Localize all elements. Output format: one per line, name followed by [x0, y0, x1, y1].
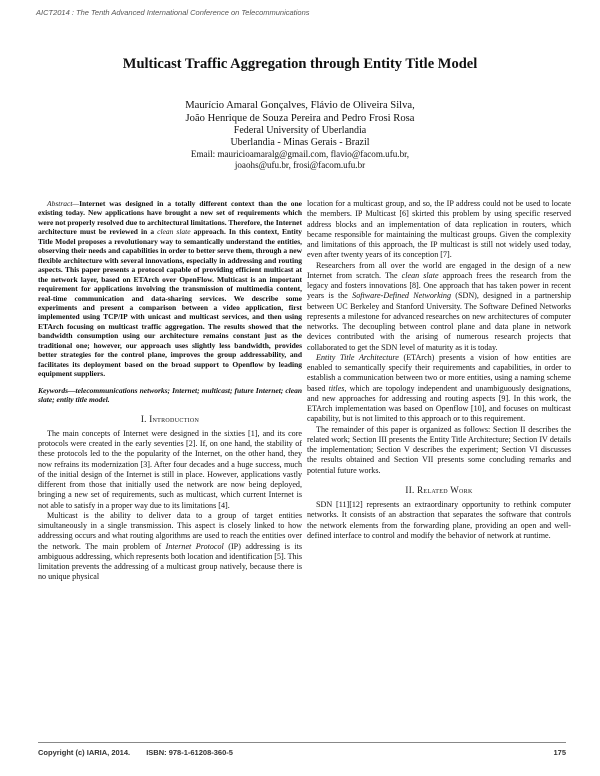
section-heading-related-work: II. Related Work [405, 484, 473, 495]
intro-paragraph-2: Multicast is the ability to deliver data to a group of target entities simultaneously in a single transmission. This aspect is closely linked to how addressing occurs and what routing algorithms are used to reach the entities over the network. The main problem of Internet Protocol (IP) addressing is its ambiguous addressing, which represents both location and identification [5]. This limitation prevents the addressing of a multicast group natively, because there is no unique physical [38, 510, 302, 582]
left-column [38, 199, 302, 583]
intro-paragraph-2-continued: location for a multicast group, and so, the IP address could not be used to locate the members. IP Multicast [6] skirted this problem by using specific reserved address blocks and an implementation of data replication in routers, which became responsible for maintaining the multicast groups. Given the complexity and limitations of this approach, the IP multicast is still not widely used today, even after twenty years of its conception [7]. [307, 199, 571, 260]
email-line-1: Email: mauricioamaralg@gmail.com, flavio@facom.ufu.br, [190, 148, 410, 159]
affiliation: Federal University of Uberlandia [233, 125, 367, 137]
italic-etarch: Entity Title Architecture [316, 352, 399, 362]
page-number: 175 [553, 748, 566, 757]
abstract [38, 199, 302, 379]
email-line-2: joaohs@ufu.br, frosi@facom.ufu.br [234, 160, 366, 171]
location: Uberlandia - Minas Gerais - Brazil [230, 136, 370, 148]
italic-sdn: Software-Defined Networking [352, 291, 452, 301]
keywords-label: Keywords— [38, 385, 76, 395]
author-names-line-2: João Henrique de Souza Pereira and Pedro Frosi Rosa [185, 112, 415, 124]
footer-isbn: ISBN: 978-1-61208-360-5 [146, 748, 233, 757]
related-work-paragraph-1: SDN [11][12] represents an extraordinary opportunity to rethink computer networks. It consists of an abstraction that separates the software that controls the network elements from the forwarding plane, providing an open and well-defined interface to control and modify the behavior of network at runtime. [307, 500, 571, 540]
footer-copyright: Copyright (c) IARIA, 2014. [38, 748, 131, 757]
italic-titles: titles [328, 383, 345, 393]
abstract-italic-term: clean slate [157, 227, 191, 237]
abstract-body-rest: approach. In this context, Entity Title Model proposes a revolutionary way to semantically understand the entities, observing their needs and capabilities in order to better serve them, through a new flexible architecture with several innovations, especially in addressing and routing aspects. This paper presents a protocol capable of providing efficient multicast at the network layer, based on ETArch over OpenFlow. Multicast is an important requirement for applications involving the transmission of multimedia content, real-time communication and data-sharing services. We describe some experiments and present a comparison between a video application, first implemented using TCP/IP with unicast and multicast services, and then using ETArch focusing on multicast traffic aggregation. The results showed that the bandwidth consumption using our architecture remains constant just as the traditional one; however, our approach uses slightly less bandwidth, provides better strategies for the control plane, improves the group addressability, and facilitates its deployment based on the broad support to Openflow by leading equipment suppliers. [38, 227, 302, 379]
abstract-label: Abstract— [47, 199, 80, 208]
footer [38, 748, 566, 757]
right-column [307, 199, 571, 541]
italic-internet-protocol: Internet Protocol [165, 541, 224, 551]
running-header: AICT2014 : The Tenth Advanced International Conference on Telecommunications [36, 8, 310, 17]
intro-paragraph-4: Entity Title Architecture (ETArch) presents a vision of how entities are enabled to semantically specify their requirements and capabilities, in order to establish a communication between two or more entities, using a naming scheme based titles, which are topology independent and unambiguously designations, and new approaches for addressing and routing aspects [9]. In this work, the ETArch implementation was based on Openflow [10], and focuses on multicast capability, but is not limited to this approach or to this requirement. [307, 352, 571, 424]
author-block [0, 100, 600, 172]
footer-rule [38, 742, 566, 743]
intro-paragraph-5: The remainder of this paper is organized as follows: Section II describes the related work; Section III presents the Entity Title Architecture; Section IV details the implementation; Section V describes the experiment; Section VI discusses the results obtained and Section VII presents some concluding remarks and potential future works. [307, 424, 571, 475]
section-heading-introduction: I. Introduction [140, 413, 200, 424]
author-names-line-1: Maurício Amaral Gonçalves, Flávio de Oliveira Silva, [185, 100, 415, 111]
intro-paragraph-1: The main concepts of Internet were designed in the sixties [1], and its core protocols were created in the early seventies [2]. If, on one hand, the stability of these protocols led to the the popularity of the Internet, on the other hand, they now refrains its modernization [3]. After four decades and a huge success, much of the initial design of the Internet is still in place. However, applications vastly different from those that initially used the network are now being deployed, bringing a new set of requirements, such as multicast, which current Internet is not able to satisfy in a proper way due to its limitations [4]. [38, 428, 302, 510]
intro-paragraph-3: Researchers from all over the world are engaged in the design of a new Internet from scratch. The clean slate approach frees the research from the legacy and fosters innovations [8]. One approach that has taken power in recent years is the Software-Defined Networking (SDN), designed in a partnership between UC Berkeley and Stanford University. The Software Defined Networks represents a milestone for advanced researches on new architectures of computer networks. The decoupling between control plane and data plane in network devices contributed with the arising of numerous research projects that collaborated to get the SDN level of maturity as it is today. [307, 260, 572, 352]
abstract-body: Internet was designed in a totally different context than the one existing today. New applications have brought a new set of requirements which were not properly resolved due to architectural limitations. Therefore, the Internet architecture must be reviewed in a [38, 199, 302, 237]
paper-title: Multicast Traffic Aggregation through Entity Title Model [122, 56, 478, 72]
keywords-body: telecommunications networks; Internet; multicast; future Internet; clean slate; entity title model. [38, 385, 302, 405]
italic-clean-slate: clean slate [401, 270, 439, 280]
keywords [38, 386, 302, 405]
